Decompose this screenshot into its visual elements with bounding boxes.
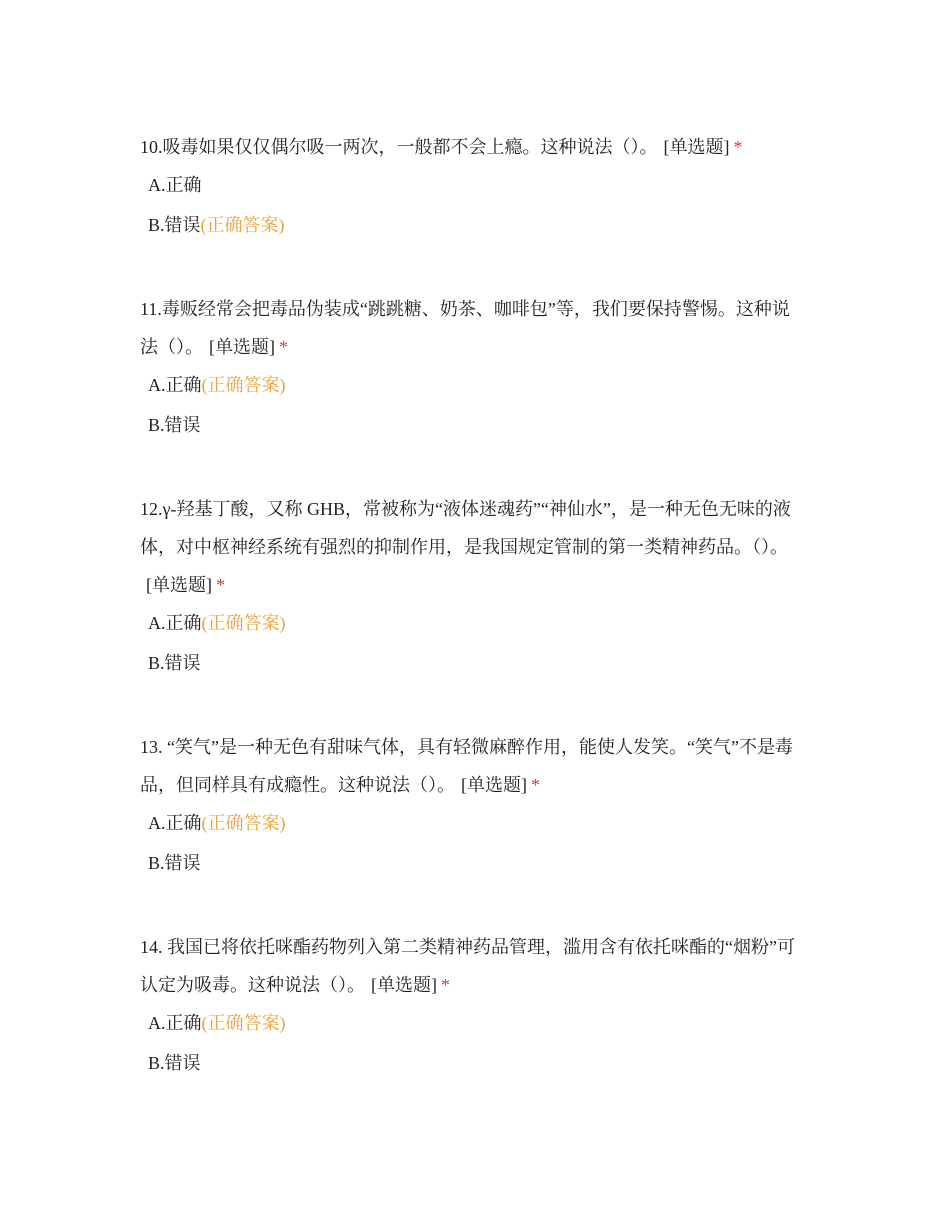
question-text xyxy=(140,490,802,604)
option-letter: A. xyxy=(148,613,166,633)
correct-answer-mark: (正确答案) xyxy=(201,375,286,395)
question-number: 10. xyxy=(140,137,163,157)
correct-answer-mark: (正确答案) xyxy=(201,613,286,633)
question-number: 13. xyxy=(140,737,163,757)
question-10 xyxy=(140,128,802,254)
option-label: 错误 xyxy=(164,1053,201,1073)
question-number: 11. xyxy=(140,299,162,319)
question-text xyxy=(140,290,802,366)
option-a xyxy=(148,174,802,214)
question-12 xyxy=(140,490,802,692)
option-b xyxy=(148,214,802,254)
option-letter: A. xyxy=(148,813,166,833)
option-a xyxy=(148,1012,802,1052)
option-b xyxy=(148,852,802,892)
question-number: 12. xyxy=(140,499,163,519)
correct-answer-mark: (正确答案) xyxy=(200,215,285,235)
option-a xyxy=(148,612,802,652)
correct-answer-mark: (正确答案) xyxy=(201,813,286,833)
option-letter: B. xyxy=(148,653,165,673)
question-body: 我国已将依托咪酯药物列入第二类精神药品管理，滥用含有依托咪酯的“烟粉”可认定为吸毒。这种说法（）。 xyxy=(140,937,795,995)
question-type: [单选题] xyxy=(371,975,437,995)
option-label: 错误 xyxy=(164,415,201,435)
question-11 xyxy=(140,290,802,454)
question-type: [单选题] xyxy=(209,337,275,357)
option-a xyxy=(148,374,802,414)
question-text xyxy=(140,928,802,1004)
required-mark: * xyxy=(216,575,225,595)
question-text xyxy=(140,728,802,804)
correct-answer-mark: (正确答案) xyxy=(201,1013,286,1033)
question-13 xyxy=(140,728,802,892)
option-b xyxy=(148,652,802,692)
question-type: [单选题] xyxy=(461,775,527,795)
required-mark: * xyxy=(279,337,288,357)
option-label: 错误 xyxy=(164,653,201,673)
required-mark: * xyxy=(441,975,450,995)
option-letter: B. xyxy=(148,215,165,235)
option-letter: A. xyxy=(148,375,166,395)
option-letter: B. xyxy=(148,853,165,873)
option-label: 正确 xyxy=(165,375,202,395)
option-label: 正确 xyxy=(165,613,202,633)
option-b xyxy=(148,414,802,454)
option-label: 错误 xyxy=(164,853,201,873)
question-body: 吸毒如果仅仅偶尔吸一两次，一般都不会上瘾。这种说法（）。 xyxy=(162,137,658,157)
option-label: 错误 xyxy=(164,215,201,235)
question-body: “笑气”是一种无色有甜味气体，具有轻微麻醉作用，能使人发笑。“笑气”不是毒品，但同样具有成瘾性。这种说法（）。 xyxy=(140,737,793,795)
option-label: 正确 xyxy=(165,1013,202,1033)
question-type: [单选题] xyxy=(146,575,212,595)
option-letter: B. xyxy=(148,1053,165,1073)
option-a xyxy=(148,812,802,852)
required-mark: * xyxy=(733,137,743,157)
option-label: 正确 xyxy=(165,175,202,195)
option-letter: A. xyxy=(148,175,166,195)
option-letter: A. xyxy=(148,1013,166,1033)
question-body: γ-羟基丁酸，又称 GHB，常被称为“液体迷魂药”“神仙水”，是一种无色无味的液体，对中枢神经系统有强烈的抑制作用，是我国规定管制的第一类精神药品。（）。 xyxy=(140,499,791,557)
question-14 xyxy=(140,928,802,1092)
question-body: 毒贩经常会把毒品伪装成“跳跳糖、奶茶、咖啡包”等，我们要保持警惕。这种说法（）。 xyxy=(140,299,790,357)
question-number: 14. xyxy=(140,937,163,957)
option-letter: B. xyxy=(148,415,165,435)
option-b xyxy=(148,1052,802,1092)
question-type: [单选题] xyxy=(663,137,730,157)
question-text xyxy=(140,128,802,166)
option-label: 正确 xyxy=(165,813,202,833)
required-mark: * xyxy=(531,775,540,795)
